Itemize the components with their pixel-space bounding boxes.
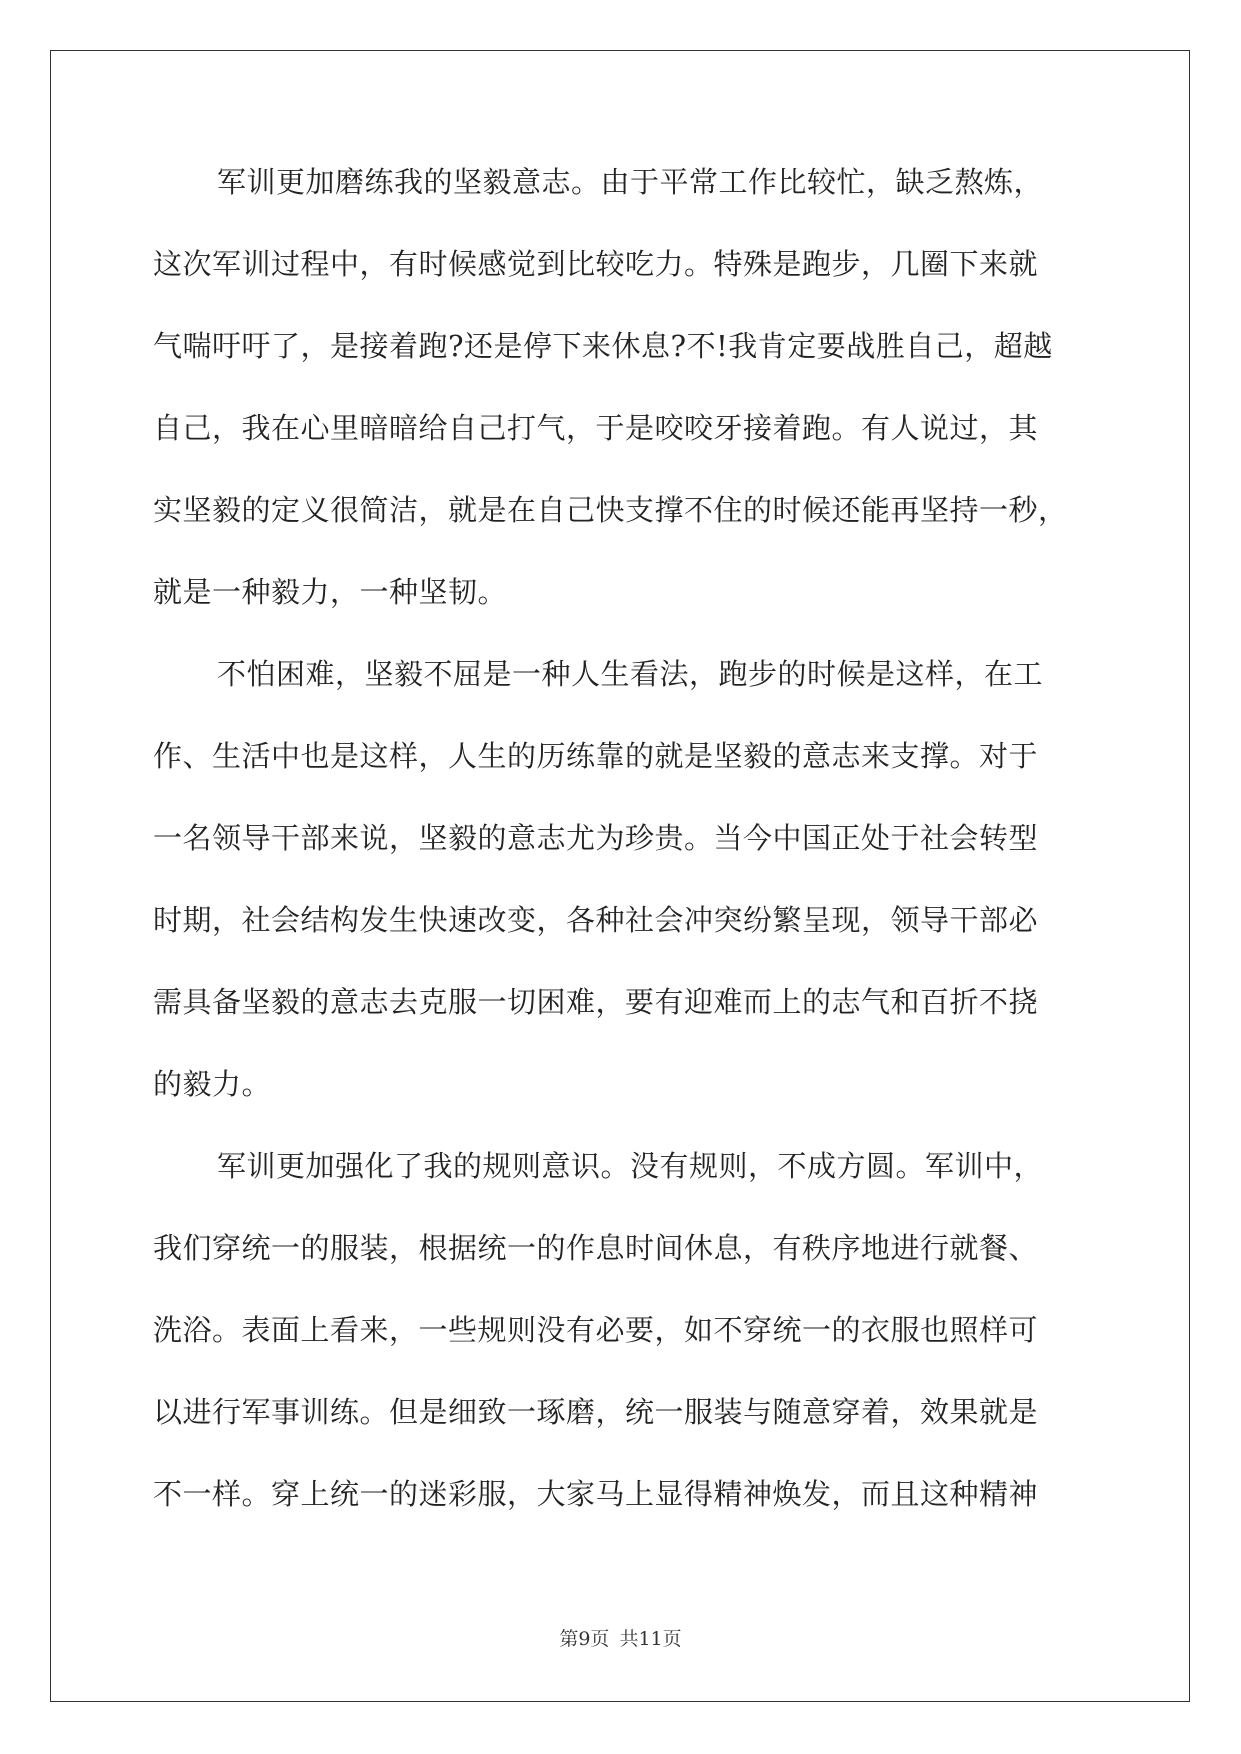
- text-line: 的毅力。: [153, 1067, 272, 1101]
- paragraph-rules: [153, 1136, 1113, 1546]
- text-line: 气喘吁吁了，是接着跑?还是停下来休息?不!我肯定要战胜自己，超越: [153, 329, 1053, 363]
- text-line: 需具备坚毅的意志去克服一切困难，要有迎难而上的志气和百折不挠: [153, 985, 1039, 1019]
- text-line: 就是一种毅力，一种坚韧。: [153, 575, 508, 609]
- page-number: 第9页: [559, 1628, 610, 1650]
- paragraph-hardship: [153, 644, 1113, 1136]
- document-body: [153, 152, 1113, 1546]
- text-line: 不怕困难，坚毅不屈是一种人生看法，跑步的时候是这样，在工: [217, 657, 1044, 691]
- page-total: 共11页: [619, 1628, 682, 1650]
- text-line: 实坚毅的定义很简洁，就是在自己快支撑不住的时候还能再坚持一秒，: [153, 493, 1068, 527]
- paragraph-perseverance: [153, 152, 1113, 644]
- page-footer: [0, 1624, 1241, 1651]
- text-line: 时期，社会结构发生快速改变，各种社会冲突纷繁呈现，领导干部必: [153, 903, 1039, 937]
- text-line: 一名领导干部来说，坚毅的意志尤为珍贵。当今中国正处于社会转型: [153, 821, 1039, 855]
- text-line: 这次军训过程中，有时候感觉到比较吃力。特殊是跑步，几圈下来就: [153, 247, 1039, 281]
- text-line: 洗浴。表面上看来，一些规则没有必要，如不穿统一的衣服也照样可: [153, 1313, 1039, 1347]
- text-line: 军训更加磨练我的坚毅意志。由于平常工作比较忙，缺乏熬炼，: [217, 165, 1044, 199]
- text-line: 作、生活中也是这样，人生的历练靠的就是坚毅的意志来支撑。对于: [153, 739, 1039, 773]
- text-line: 以进行军事训练。但是细致一琢磨，统一服装与随意穿着，效果就是: [153, 1395, 1039, 1429]
- text-line: 军训更加强化了我的规则意识。没有规则，不成方圆。军训中，: [217, 1149, 1044, 1183]
- text-line: 我们穿统一的服装，根据统一的作息时间休息，有秩序地进行就餐、: [153, 1231, 1039, 1265]
- text-line: 自己，我在心里暗暗给自己打气，于是咬咬牙接着跑。有人说过，其: [153, 411, 1039, 445]
- text-line: 不一样。穿上统一的迷彩服，大家马上显得精神焕发，而且这种精神: [153, 1477, 1039, 1511]
